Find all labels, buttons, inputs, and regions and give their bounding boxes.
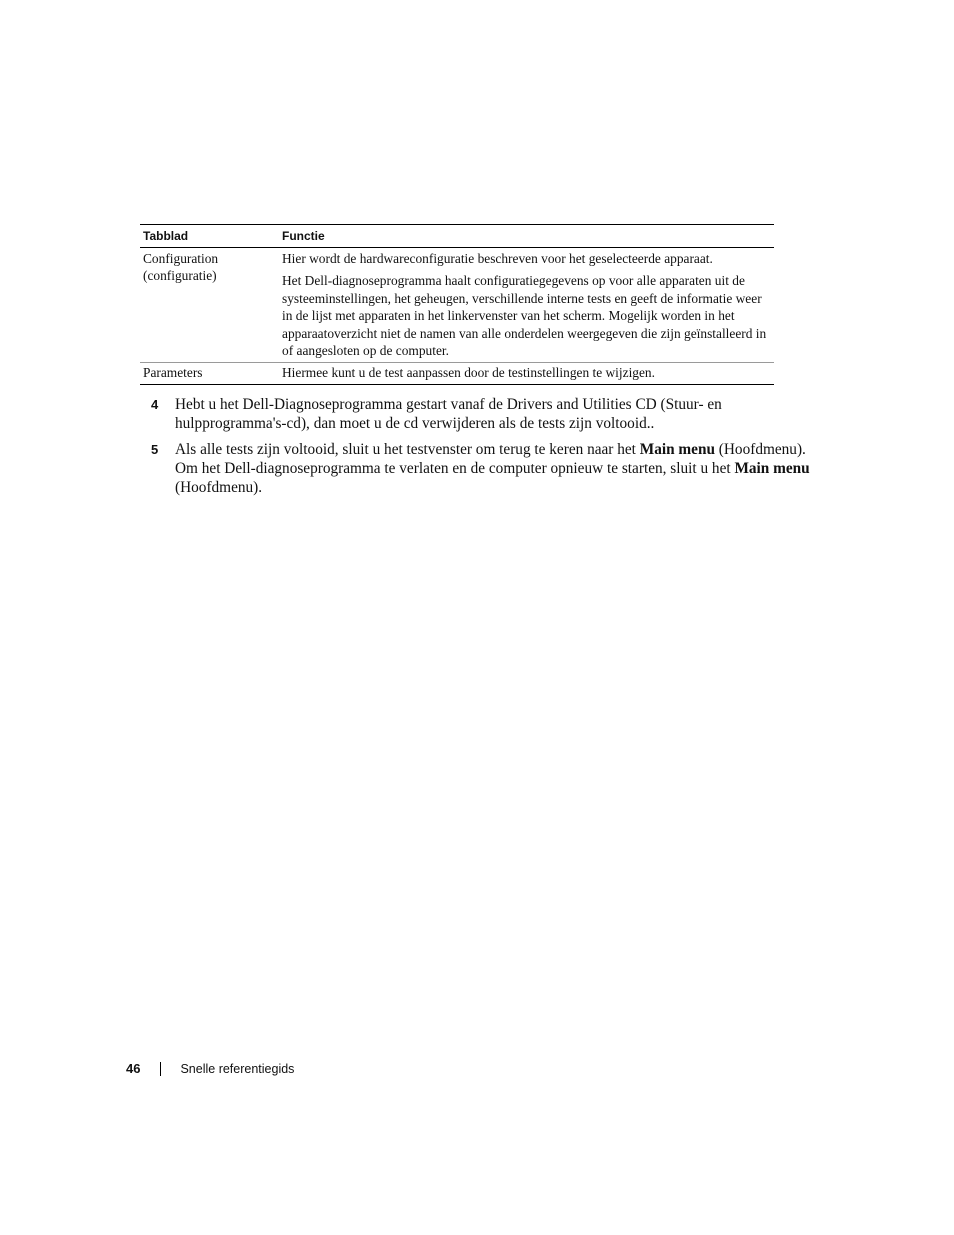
table-row [140,362,774,383]
row-tab-parameters: Parameters [143,365,203,381]
menu-term: Main menu [734,459,810,477]
header-function: Functie [282,229,325,243]
function-paragraph: Hiermee kunt u de test aanpassen door de testinstellingen te wijzigen. [282,365,655,381]
function-paragraph: Het Dell-diagnoseprogramma haalt configuratiegegevens op voor alle apparaten uit de systeeminstellingen, het geheugen, verschillende interne tests en geeft de informatie weer in de lijst met apparaten in het linkervenster van het scherm. Mogelijk worden in het apparaatoverzicht niet de namen van alle onderdelen weergegeven die zijn geïnstalleerd in of aangesloten op de computer. [282,273,767,359]
step-number: 4 [151,397,159,412]
page-footer [126,1061,294,1076]
row-function-parameters [282,364,774,381]
row-tab-configuration: Configuration (configuratie) [143,251,219,284]
tab-function-table [140,224,774,385]
function-paragraph: Hier wordt de hardwareconfiguratie beschreven voor het geselecteerde apparaat. [282,251,713,266]
step-text-part: Als alle tests zijn voltooid, sluit u het testvenster om terug te keren naar het [175,440,640,458]
step-item [150,395,815,434]
step-text-part: (Hoofdmenu). [175,479,263,497]
step-text-part: (Hoofdmenu). Om het Dell-diagnoseprogramma te verlaten en de computer opnieuw te starten, sluit u het [175,440,806,477]
menu-term: Main menu [639,440,715,458]
footer-divider [160,1062,161,1076]
table-header-row [140,225,774,248]
step-item [150,440,815,498]
step-text: Hebt u het Dell-Diagnoseprogramma gestart vanaf de Drivers and Utilities CD (Stuur- en hulpprogramma's-cd), dan moet u de cd verwijderen als de tests zijn voltooid.. [175,396,722,433]
page-number: 46 [126,1061,141,1076]
step-number: 5 [151,441,159,457]
numbered-steps [150,395,815,497]
table-row [140,248,774,362]
section-title: Snelle referentiegids [180,1061,295,1076]
row-function-configuration [282,250,774,359]
header-tab: Tabblad [143,229,189,243]
step-text [175,440,815,498]
